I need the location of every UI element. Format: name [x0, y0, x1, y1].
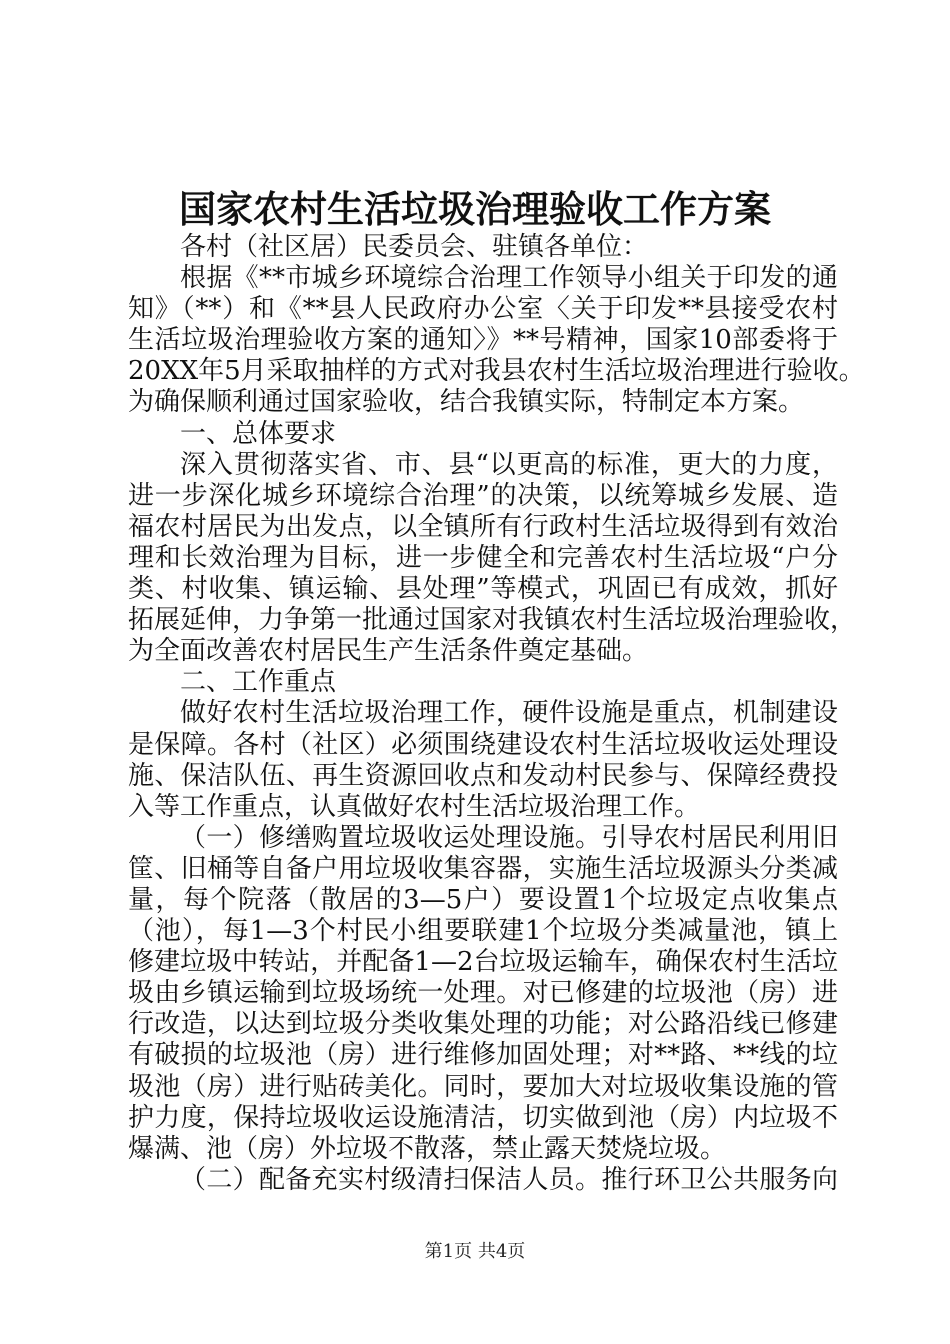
body-line: 护力度，保持垃圾收运设施清洁，切实做到池（房）内垃圾不	[128, 1102, 838, 1133]
body-line: 二、工作重点	[180, 667, 337, 698]
body-line: 进一步深化城乡环境综合治理”的决策，以统筹城乡发展、造	[128, 480, 838, 511]
document-body	[128, 232, 865, 1196]
body-line: （池），每1—3个村民小组要联建1个垃圾分类减量池，镇上	[128, 916, 838, 947]
page-footer: 第1页 共4页	[424, 1241, 526, 1262]
body-line: 是保障。各村（社区）必须围绕建设农村生活垃圾收运处理设	[128, 729, 838, 760]
body-line: 一、总体要求	[180, 418, 337, 449]
body-line: 有破损的垃圾池（房）进行维修加固处理；对**路、**线的垃	[128, 1040, 838, 1071]
body-line: 类、村收集、镇运输、县处理”等模式，巩固已有成效，抓好	[128, 574, 838, 605]
body-line: （一）修缮购置垃圾收运处理设施。引导农村居民利用旧	[180, 822, 838, 853]
body-line: 理和长效治理为目标，进一步健全和完善农村生活垃圾“户分	[128, 542, 838, 573]
body-line: （二）配备充实村级清扫保洁人员。推行环卫公共服务向	[180, 1164, 838, 1195]
document-title: 国家农村生活垃圾治理验收工作方案	[179, 187, 771, 231]
body-line: 知》（**）和《**县人民政府办公室〈关于印发**县接受农村	[128, 294, 838, 325]
body-line: 为全面改善农村居民生产生活条件奠定基础。	[128, 636, 649, 667]
body-line: 拓展延伸，力争第一批通过国家对我镇农村生活垃圾治理验收，	[128, 605, 857, 636]
body-line: 修建垃圾中转站，并配备1—2台垃圾运输车，确保农村生活垃	[128, 947, 838, 978]
body-line: 福农村居民为出发点，以全镇所有行政村生活垃圾得到有效治	[128, 511, 838, 542]
body-line: 圾由乡镇运输到垃圾场统一处理。对已修建的垃圾池（房）进	[128, 978, 838, 1009]
body-line: 20XX年5月采取抽样的方式对我县农村生活垃圾治理进行验收。	[128, 356, 865, 387]
body-line: 根据《**市城乡环境综合治理工作领导小组关于印发的通	[180, 263, 838, 294]
body-line: 各村（社区居）民委员会、驻镇各单位：	[180, 232, 649, 262]
body-line: 爆满、池（房）外垃圾不散落，禁止露天焚烧垃圾。	[128, 1133, 727, 1164]
body-line: 为确保顺利通过国家验收，结合我镇实际，特制定本方案。	[128, 387, 805, 418]
body-line: 深入贯彻落实省、市、县“以更高的标准，更大的力度，	[180, 449, 838, 480]
body-line: 行改造，以达到垃圾分类收集处理的功能；对公路沿线已修建	[128, 1009, 838, 1040]
body-line: 筐、旧桶等自备户用垃圾收集容器，实施生活垃圾源头分类减	[128, 853, 838, 884]
body-line: 量，每个院落（散居的3—5户）要设置1个垃圾定点收集点	[128, 884, 838, 915]
body-line: 生活垃圾治理验收方案的通知〉》**号精神，国家10部委将于	[128, 325, 838, 356]
body-line: 入等工作重点，认真做好农村生活垃圾治理工作。	[128, 791, 701, 822]
body-line: 做好农村生活垃圾治理工作，硬件设施是重点，机制建设	[180, 698, 838, 729]
body-line: 圾池（房）进行贴砖美化。同时，要加大对垃圾收集设施的管	[128, 1071, 838, 1102]
body-line: 施、保洁队伍、再生资源回收点和发动村民参与、保障经费投	[128, 760, 838, 791]
